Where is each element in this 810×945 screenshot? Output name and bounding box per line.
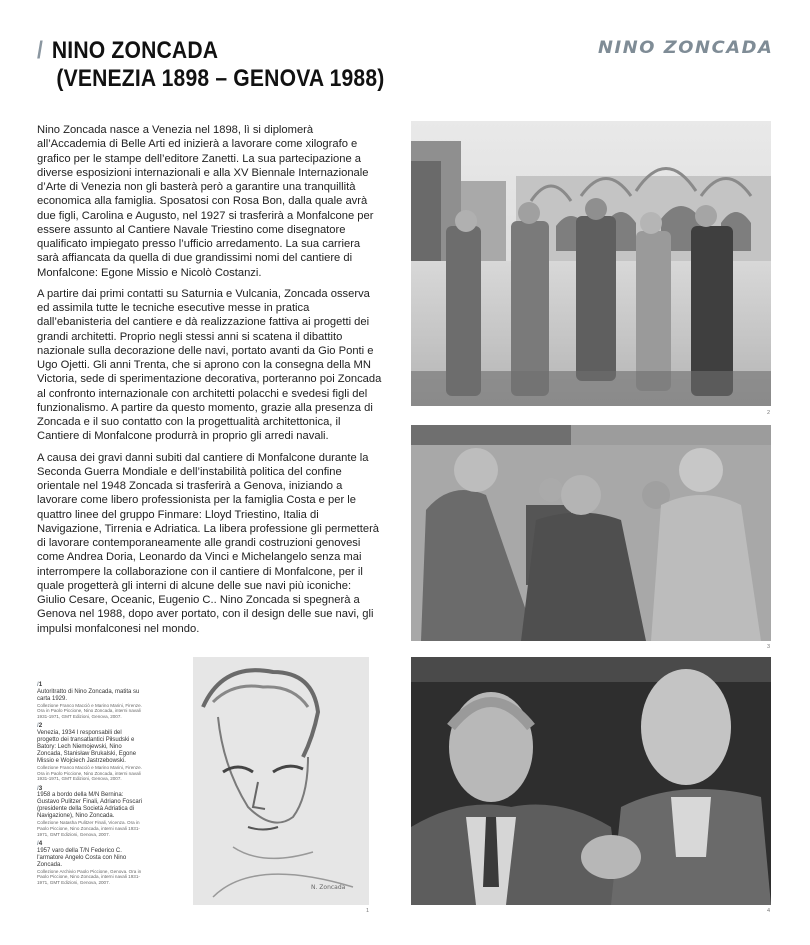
caption-1: /1 Autoritratto di Nino Zoncada, matita su carta 1929. Collezione Franco Macciò e Marino Marini, Firenze. Ora in Paolo Piccione, Nino Zoncada, interni navali 1931-1971, GMT Edizioni, Genova, 2007. (37, 682, 145, 719)
photo-indoor-group (411, 425, 771, 641)
caption-3: /3 1958 a bordo della M/N Bernina: Gustavo Pulitzer Finali, Adriano Foscari (presidente della Società Adriatica di Navigazione), Nino Zoncada. Collezione Natasha Pulitzer Finali, Vicenza. Ora in Paolo Piccione, Nino Zoncada, interni navali 1931-1971, GMT Edizioni, Genova, 2007. (37, 786, 145, 837)
caption-2: /2 Venezia, 1934 I responsabili del progetto dei transatlantici Piłsudski e Batory: Lech Niemojewski, Nino Zoncada, Stanisław Brukalski, Egone Missio e Wojciech Jastrzebowski. Collezione Franco Macciò e Marino Marini, Firenze. Ora in Paolo Piccione, Nino Zoncada, interni navali 1931-1971, GMT Edizioni, Genova, 2007. (37, 723, 145, 781)
photo-venice-piazza (411, 121, 771, 406)
caption-title: 1957 varo della T/N Federico C. l'armatore Angelo Costa con Nino Zoncada. (37, 847, 127, 868)
caption-number: 3 (38, 784, 43, 792)
caption-source: Collezione Archivio Paolo Piccione, Genova. Ora in Paolo Piccione, Nino Zoncada, interni navali 1931-1971, GMT Edizioni, Genova, 2007. (37, 868, 142, 885)
caption-number: 1 (38, 681, 43, 688)
photo-self-portrait-sketch (193, 657, 369, 905)
brand-logo: NINO ZONCADA (598, 38, 774, 58)
photo-two-men (411, 657, 771, 905)
caption-source: Collezione Natasha Pulitzer Finali, Vicenza. Ora in Paolo Piccione, Nino Zoncada, interni navali 1931-1971, GMT Edizioni, Genova, 2007. (37, 820, 140, 837)
paragraph: A causa dei gravi danni subiti dal cantiere di Monfalcone durante la Seconda Guerra Mondiale e dell’instabilità politica del confine orientale nel 1948 Zoncada si trasferirà a Genova, iniziando a lavorare come libero professionista per la famiglia Costa e per le quattro linee del gruppo Finmare: Lloyd Triestino, Italia di Navigazione, Tirrenia e Adriatica. La libera professione gli permetterà di lavorare contemporaneamente alle grandi costruzioni genovesi come Andrea Doria, Leonardo da Vinci e Michelangelo senza mai interrompere la collaborazione con il cantiere di Monfalcone, per il quale progetterà gli interni di alcune delle sue navi più iconiche: Giulio Cesare, Oceanic, Eugenio C.. Nino Zoncada si spegnerà a Genova nel 1988, dopo aver portato, con il design delle sue navi, gli impulsi monfalconesi nel mondo. (37, 451, 380, 635)
photo-captions (37, 682, 145, 890)
photo-number: 2 (767, 410, 771, 416)
biography-text (37, 123, 382, 643)
svg-text:N. Zoncada: N. Zoncada (311, 884, 346, 891)
page-title (37, 37, 384, 93)
paragraph: A partire dai primi contatti su Saturnia e Vulcania, Zoncada osserva ed assimila tutte le tecniche esecutive messe in pratica dall’ebanisteria del cantiere e dà realizzazione fattiva ai progetti dei grandi architetti. Proprio negli stessi anni si scatena il dibattito nazionale sulla decorazione delle navi, portato avanti da Gio Ponti e Ugo Ojetti. Gli anni Trenta, che si aprono con la consegna della MN Victoria, sede di sperimentazione decorativa, porteranno poi Zoncada al confronto internazionale con architetti polacchi e svedesi figli del funzionalismo. A partire da questo momento, grazie alla presenza di Zoncada e il suo contatto con la progettualità architettonica, il Cantiere di Monfalcone produrrà in proprio gli arredi navali. (37, 287, 382, 443)
title-slash: / (37, 37, 44, 64)
title-line-1: NINO ZONCADA (51, 37, 219, 64)
paragraph: Nino Zoncada nasce a Venezia nel 1898, lì si diplomerà all’Accademia di Belle Arti ed inizierà a lavorare come xilografo e grafico per le stampe dell’editore Zanetti. La sua partecipazione a diverse esposizioni internazionali e alla XV Biennale Internazionale d’Arte di Venezia non gli basterà però a garantire una tranquillità economica alla famiglia. Sposatosi con Rosa Bon, dalla quale avrà due figli, Carolina e Augusto, nel 1927 si trasferirà a Monfalcone per essere assunto al Cantiere Navale Triestino come disegnatore qualificato impiegato presso l’ufficio arredamento. La sua carriera sarà affiancata da quella di due grandissimi nomi del cantiere di Monfalcone: Egone Missio e Nicolò Costanzi. (37, 124, 374, 279)
photo-number: 4 (767, 908, 771, 914)
caption-source: Collezione Franco Macciò e Marino Marini, Firenze. Ora in Paolo Piccione, Nino Zoncada, interni navali 1931-1971, GMT Edizioni, Genova, 2007. (37, 764, 142, 782)
photo-number: 3 (767, 644, 771, 650)
caption-4: /4 1957 varo della T/N Federico C. l'armatore Angelo Costa con Nino Zoncada. Collezione Archivio Paolo Piccione, Genova. Ora in Paolo Piccione, Nino Zoncada, interni navali 1931-1971, GMT Edizioni, Genova, 2007. (37, 841, 145, 885)
photo-number: 1 (366, 908, 370, 914)
caption-source: Collezione Franco Macciò e Marino Marini, Firenze. Ora in Paolo Piccione, Nino Zoncada, interni navali 1931-1971, GMT Edizioni, Genova, 2007. (37, 702, 142, 719)
caption-title: 1958 a bordo della M/N Bernina: Gustavo Pulitzer Finali, Adriano Foscari (presidente della Società Adriatica di Navigazione), Nino Zoncada. (37, 792, 143, 820)
caption-number: 4 (38, 840, 43, 848)
title-line-2: (VENEZIA 1898 – GENOVA 1988) (56, 65, 385, 92)
caption-title: Autoritratto di Nino Zoncada, matita su carta 1929. (37, 688, 140, 702)
caption-number: 2 (38, 722, 43, 730)
caption-title: Venezia, 1934 I responsabili del progetto dei transatlantici Piłsudski e Batory: Lech Niemojewski, Nino Zoncada, Stanisław Brukalski, Egone Missio e Wojciech Jastrzebowski. (37, 729, 137, 764)
